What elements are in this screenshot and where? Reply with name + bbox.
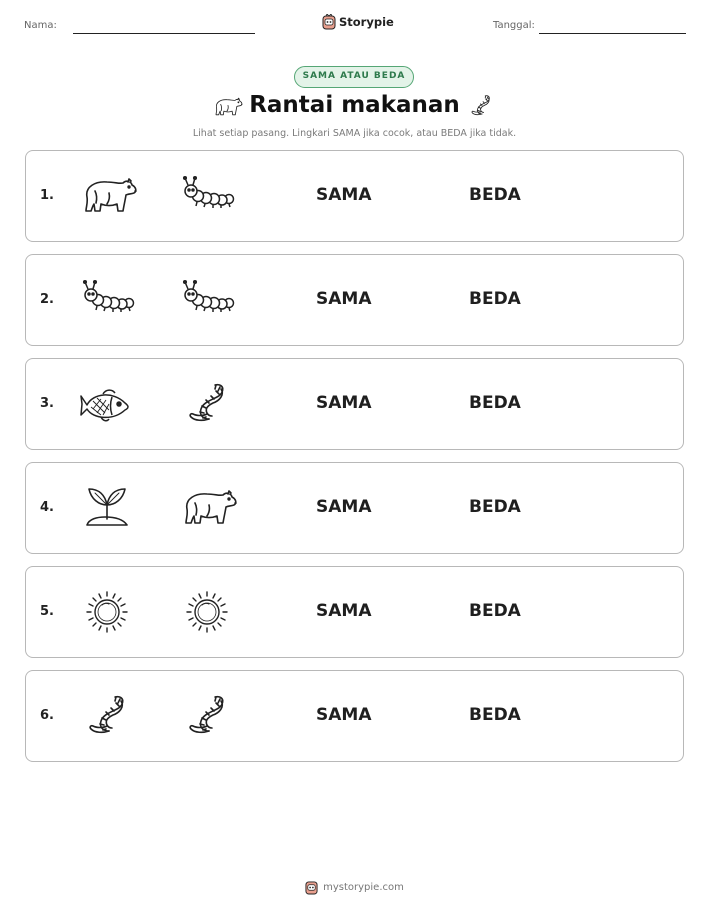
sun-icon [178,587,240,637]
row-number: 2. [40,292,54,307]
caterpillar-icon [78,275,140,325]
option-same[interactable]: SAMA [316,497,372,517]
category-badge: SAMA ATAU BEDA [294,66,414,88]
row-number: 4. [40,500,54,515]
exercise-row [25,254,684,346]
caterpillar-icon [178,275,240,325]
exercise-row [25,358,684,450]
option-same[interactable]: SAMA [316,185,372,205]
sun-icon [78,587,140,637]
sprout-icon [78,483,140,533]
row-number: 5. [40,604,54,619]
exercise-row [25,566,684,658]
brand-name: Storypie [339,15,394,29]
name-label: Nama: [24,20,57,31]
worm-icon [78,691,140,741]
bear-icon [178,483,240,533]
instructions: Lihat setiap pasang. Lingkari SAMA jika cocok, atau BEDA jika tidak. [192,128,517,139]
option-different[interactable]: BEDA [469,185,521,205]
worm-icon [178,691,240,741]
worm-icon [178,379,240,429]
exercise-row [25,462,684,554]
row-number: 1. [40,188,54,203]
title-bear-icon [210,94,246,120]
footer-url[interactable]: mystorypie.com [323,882,404,893]
fish-icon [78,379,140,429]
option-different[interactable]: BEDA [469,393,521,413]
row-number: 6. [40,708,54,723]
option-different[interactable]: BEDA [469,497,521,517]
option-different[interactable]: BEDA [469,705,521,725]
footer [0,880,709,895]
title-worm-icon [466,90,498,122]
exercise-row [25,670,684,762]
option-different[interactable]: BEDA [469,601,521,621]
date-line[interactable] [539,33,686,34]
bear-icon [78,171,140,221]
option-same[interactable]: SAMA [316,393,372,413]
page-title: Rantai makanan [249,92,460,118]
row-number: 3. [40,396,54,411]
storypie-mascot-icon [322,14,336,30]
exercise-row [25,150,684,242]
brand-logo [322,14,394,30]
option-same[interactable]: SAMA [316,289,372,309]
option-same[interactable]: SAMA [316,601,372,621]
option-different[interactable]: BEDA [469,289,521,309]
name-line[interactable] [73,33,255,34]
date-label: Tanggal: [493,20,535,31]
storypie-mascot-icon [305,880,318,895]
option-same[interactable]: SAMA [316,705,372,725]
caterpillar-icon [178,171,240,221]
